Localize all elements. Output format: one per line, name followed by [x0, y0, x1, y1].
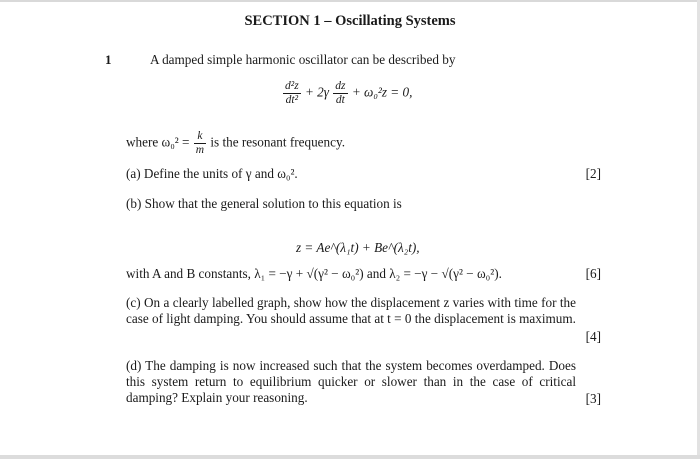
part-c-marks: [4]	[585, 329, 601, 344]
bottom-border	[0, 455, 700, 459]
part-d-text: (d) The damping is now increased such that the system becomes overdamped. Does this system return to equilibrium quicker or slower than in the case of critical damping? Explain your reasoning.	[126, 358, 576, 405]
part-a-text: (a) Define the units of γ and ω₀².	[126, 166, 298, 181]
first-derivative-fraction	[333, 80, 347, 107]
part-b-text: (b) Show that the general solution to this equation is	[126, 196, 402, 211]
where-prefix: where ω₀² =	[126, 134, 190, 150]
top-border	[0, 0, 700, 2]
question-intro: A damped simple harmonic oscillator can be described by	[150, 52, 456, 67]
k-over-m-fraction	[194, 130, 206, 157]
damping-term-prefix: + 2γ	[304, 84, 329, 100]
part-a-marks: [2]	[585, 166, 601, 181]
fraction-numerator: k	[194, 130, 206, 144]
part-d-marks: [3]	[585, 391, 601, 406]
question-number: 1	[105, 52, 112, 67]
fraction-denominator: m	[195, 144, 205, 156]
solution-equation: z = Ae^(λ₁t) + Be^(λ₂t),	[296, 240, 420, 255]
where-line	[126, 130, 345, 157]
fraction-numerator: d²z	[285, 80, 299, 92]
second-derivative-fraction	[283, 80, 301, 107]
where-suffix: is the resonant frequency.	[210, 134, 346, 150]
restoring-term: + ω₀²z = 0,	[351, 84, 413, 100]
fraction-numerator: dz	[335, 80, 346, 92]
part-b-marks: [6]	[585, 266, 601, 281]
main-equation	[282, 80, 412, 107]
part-b-constants: with A and B constants, λ₁ = −γ + √(γ² − ω₀²) and λ₂ = −γ − √(γ² − ω₀²).	[126, 266, 502, 281]
section-title: SECTION 1 – Oscillating Systems	[244, 13, 456, 29]
fraction-denominator: dt²	[285, 94, 299, 106]
part-c-text: (c) On a clearly labelled graph, show how the displacement z varies with time for the case of light damping. You should assume that at t = 0 the displacement is maximum.	[126, 295, 576, 326]
fraction-denominator: dt	[335, 94, 345, 106]
